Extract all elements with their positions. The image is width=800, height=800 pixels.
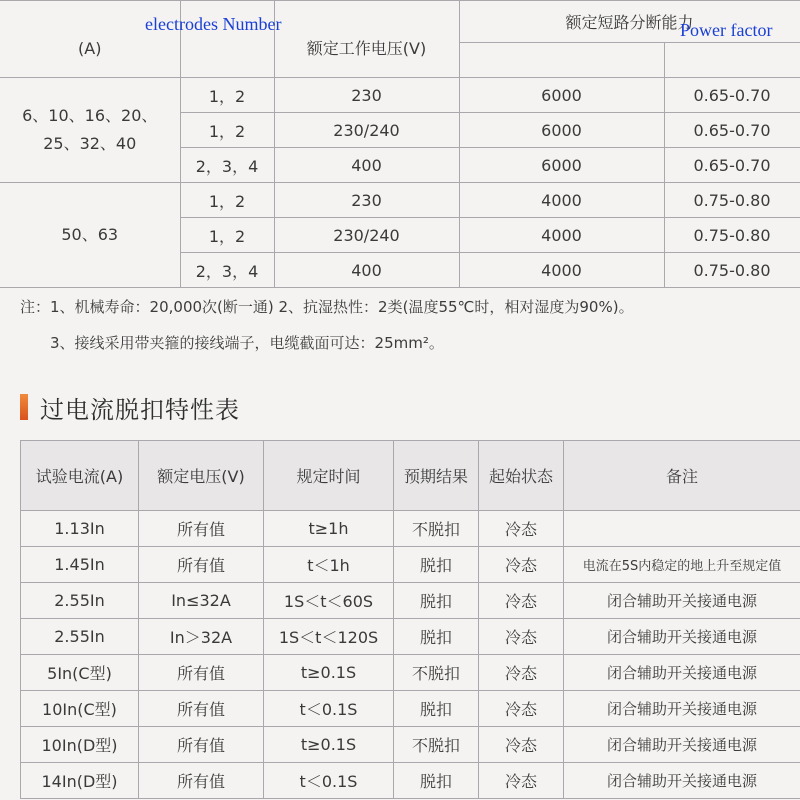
remark-cell <box>564 511 800 547</box>
rated-voltage-cell: In≤32A <box>139 583 264 619</box>
table-row <box>0 78 800 113</box>
test-current-cell: 1.13In <box>21 511 139 547</box>
poles-cell: 1，2 <box>180 183 274 218</box>
trip-characteristics-table <box>20 440 800 799</box>
specified-time-cell: t≥0.1S <box>264 727 394 763</box>
header-initial-state: 起始状态 <box>479 441 564 511</box>
poles-cell: 1，2 <box>180 218 274 253</box>
table-row <box>21 691 800 727</box>
capacity-cell: 4000 <box>459 183 664 218</box>
test-current-cell: 10In(D型) <box>21 727 139 763</box>
note-line-2: 3、接线采用带夹箍的接线端子，电缆截面可达：25mm²。 <box>50 334 444 352</box>
voltage-cell: 400 <box>274 148 459 183</box>
pf-cell: 0.65-0.70 <box>664 78 800 113</box>
table-row <box>21 547 800 583</box>
poles-cell: 2，3，4 <box>180 253 274 288</box>
expected-result-cell: 脱扣 <box>394 763 479 799</box>
header-expected-result: 预期结果 <box>394 441 479 511</box>
table-row <box>21 655 800 691</box>
remark-cell: 闭合辅助开关接通电源 <box>564 763 800 799</box>
remark-cell: 闭合辅助开关接通电源 <box>564 655 800 691</box>
poles-cell: 1，2 <box>180 113 274 148</box>
specified-time-cell: t＜1h <box>264 547 394 583</box>
table-header-row <box>21 441 800 511</box>
remark-cell: 闭合辅助开关接通电源 <box>564 727 800 763</box>
test-current-cell: 14In(D型) <box>21 763 139 799</box>
specified-time-cell: t＜0.1S <box>264 691 394 727</box>
initial-state-cell: 冷态 <box>479 547 564 583</box>
specified-time-cell: 1S＜t＜120S <box>264 619 394 655</box>
expected-result-cell: 不脱扣 <box>394 727 479 763</box>
capacity-cell: 6000 <box>459 78 664 113</box>
section-heading <box>20 390 240 424</box>
header-rated-voltage: 额定电压(V) <box>139 441 264 511</box>
voltage-cell: 230/240 <box>274 113 459 148</box>
rated-voltage-cell: 所有值 <box>139 691 264 727</box>
table-row <box>21 727 800 763</box>
header-specified-time: 规定时间 <box>264 441 394 511</box>
capacity-cell: 4000 <box>459 253 664 288</box>
rated-voltage-cell: In＞32A <box>139 619 264 655</box>
expected-result-cell: 脱扣 <box>394 547 479 583</box>
title-accent-bar <box>20 394 28 420</box>
rated-voltage-cell: 所有值 <box>139 547 264 583</box>
header-poles-cell <box>180 1 274 78</box>
pf-cell: 0.65-0.70 <box>664 113 800 148</box>
remark-cell: 闭合辅助开关接通电源 <box>564 691 800 727</box>
expected-result-cell: 脱扣 <box>394 583 479 619</box>
test-current-cell: 2.55In <box>21 619 139 655</box>
header-pf-sub <box>664 43 800 78</box>
current-group-2: 50、63 <box>0 183 180 288</box>
header-capacity-sub <box>459 43 664 78</box>
remark-cell: 闭合辅助开关接通电源 <box>564 619 800 655</box>
capacity-cell: 6000 <box>459 113 664 148</box>
poles-cell: 1，2 <box>180 78 274 113</box>
expected-result-cell: 脱扣 <box>394 691 479 727</box>
pf-cell: 0.75-0.80 <box>664 253 800 288</box>
test-current-cell: 10In(C型) <box>21 691 139 727</box>
breaking-capacity-table <box>0 0 800 288</box>
header-test-current: 试验电流(A) <box>21 441 139 511</box>
test-current-cell: 5In(C型) <box>21 655 139 691</box>
voltage-cell: 230 <box>274 183 459 218</box>
initial-state-cell: 冷态 <box>479 583 564 619</box>
capacity-cell: 6000 <box>459 148 664 183</box>
initial-state-cell: 冷态 <box>479 655 564 691</box>
test-current-cell: 2.55In <box>21 583 139 619</box>
header-current: (A) <box>0 1 180 78</box>
expected-result-cell: 不脱扣 <box>394 655 479 691</box>
table-row <box>21 583 800 619</box>
remark-cell: 闭合辅助开关接通电源 <box>564 583 800 619</box>
initial-state-cell: 冷态 <box>479 763 564 799</box>
table-row <box>21 763 800 799</box>
voltage-cell: 230/240 <box>274 218 459 253</box>
specified-time-cell: t＜0.1S <box>264 763 394 799</box>
specified-time-cell: t≥1h <box>264 511 394 547</box>
header-voltage: 额定工作电压(V) <box>274 1 459 78</box>
table-row <box>21 619 800 655</box>
poles-overlay-label: electrodes Number <box>145 14 282 34</box>
expected-result-cell: 不脱扣 <box>394 511 479 547</box>
table-row <box>21 511 800 547</box>
initial-state-cell: 冷态 <box>479 511 564 547</box>
capacity-cell: 4000 <box>459 218 664 253</box>
header-breaking-capacity: 额定短路分断能力 <box>459 1 800 43</box>
rated-voltage-cell: 所有值 <box>139 763 264 799</box>
specified-time-cell: t≥0.1S <box>264 655 394 691</box>
rated-voltage-cell: 所有值 <box>139 727 264 763</box>
pf-cell: 0.75-0.80 <box>664 183 800 218</box>
page-title: 过电流脱扣特性表 <box>40 395 240 424</box>
pf-cell: 0.75-0.80 <box>664 218 800 253</box>
voltage-cell: 230 <box>274 78 459 113</box>
note-line-1: 注：1、机械寿命：20,000次(断一通) 2、抗湿热性：2类(温度55℃时，相对湿度为90%)。 <box>20 298 634 316</box>
rated-voltage-cell: 所有值 <box>139 511 264 547</box>
table-row <box>0 183 800 218</box>
initial-state-cell: 冷态 <box>479 619 564 655</box>
power-factor-overlay-label: Power factor <box>680 20 773 40</box>
voltage-cell: 400 <box>274 253 459 288</box>
remark-cell: 电流在5S内稳定的地上升至规定值 <box>564 547 800 583</box>
rated-voltage-cell: 所有值 <box>139 655 264 691</box>
test-current-cell: 1.45In <box>21 547 139 583</box>
poles-cell: 2，3，4 <box>180 148 274 183</box>
specified-time-cell: 1S＜t＜60S <box>264 583 394 619</box>
initial-state-cell: 冷态 <box>479 691 564 727</box>
current-group-1: 6、10、16、20、 25、32、40 <box>0 78 180 183</box>
header-remarks: 备注 <box>564 441 800 511</box>
pf-cell: 0.65-0.70 <box>664 148 800 183</box>
expected-result-cell: 脱扣 <box>394 619 479 655</box>
initial-state-cell: 冷态 <box>479 727 564 763</box>
